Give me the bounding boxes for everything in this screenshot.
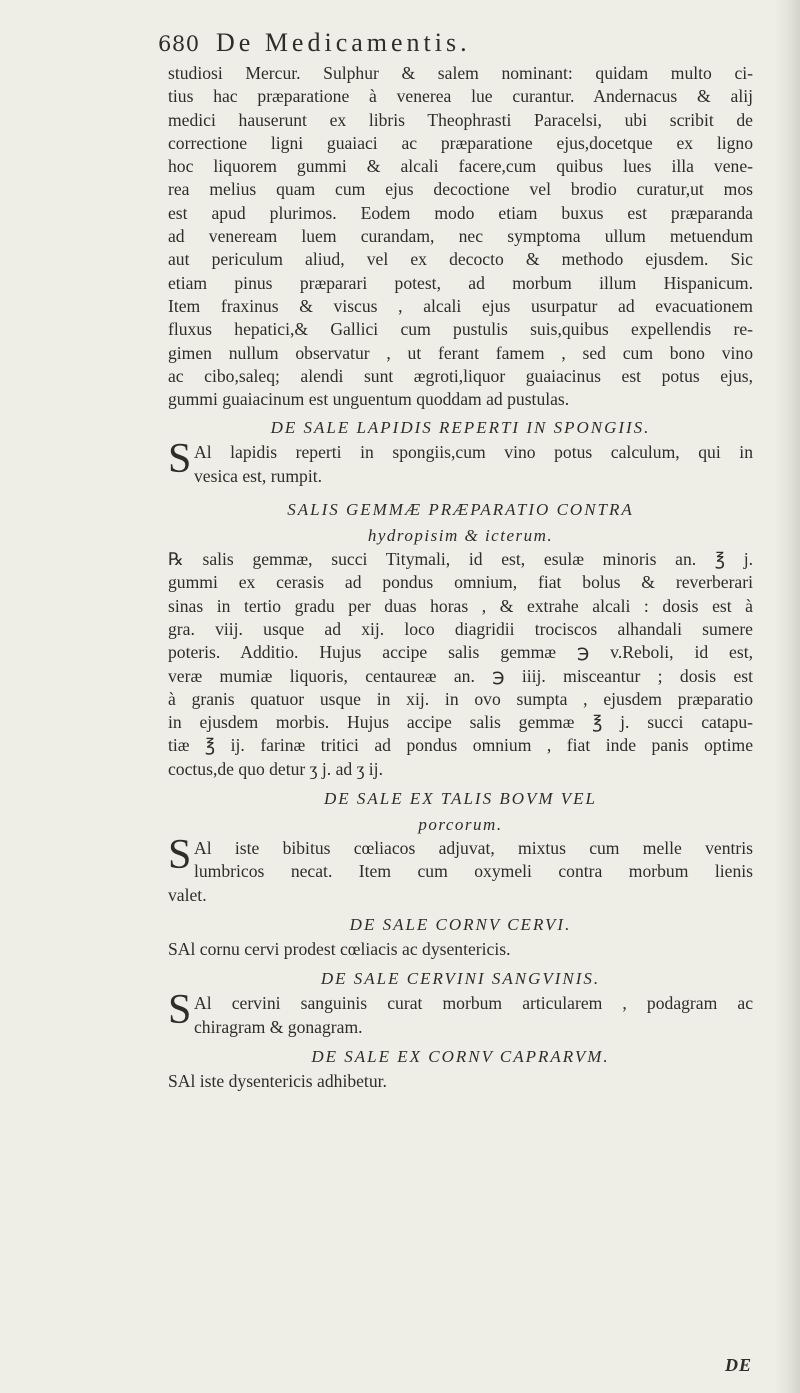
text-line: SAl iste dysentericis adhibetur. — [168, 1070, 387, 1091]
folio-number: 680 — [158, 32, 200, 56]
text-line: valet. — [168, 884, 207, 905]
text-line: coctus,de quo detur ʒ j. ad ʒ ij. — [168, 758, 383, 779]
text-line: gummi ex cerasis ad pondus omnium, fiat bolus & reverberari — [168, 572, 753, 593]
heading-sale-ex-talis: DE SALE EX TALIS BOVM VEL — [323, 789, 598, 809]
text-line: etiam pinus præparari potest, ad morbum illum Hispanicum. — [168, 272, 753, 293]
text-line-content: Al iste bibitus cœliacos adjuvat, mixtus cum melle ventris — [194, 838, 753, 859]
paragraph-6 — [168, 987, 753, 1039]
text-line: lumbricos necat. Item cum oxymeli contra morbum lienis — [194, 861, 753, 882]
text-line: poteris. Additio. Hujus accipe salis gemmæ ℈ v.Reboli, id est, — [168, 642, 753, 663]
text-line: ℞ salis gemmæ, succi Titymali, id est, esulæ minoris an. ℥ j. — [168, 549, 753, 570]
heading-salis-gemmae-sub: hydropisim & icterum. — [367, 526, 554, 546]
text-line: medici hauserunt ex libris Theophrasti Paracelsi, ubi scribit de — [168, 109, 753, 130]
paragraph-2 — [168, 436, 753, 488]
text-line: in ejusdem morbis. Hujus accipe salis gemmæ ℥ j. succi catapu- — [168, 712, 753, 733]
paragraph-3 — [168, 548, 753, 781]
running-head: De Medicamentis. — [216, 28, 471, 57]
text-line: gimen nullum observatur , ut ferant famem , sed cum bono vino — [168, 342, 753, 363]
text-line: SAl cornu cervi prodest cœliacis ac dysentericis. — [168, 938, 511, 959]
drop-cap: S — [168, 436, 192, 483]
text-line: est apud plurimos. Eodem modo etiam buxus est præparanda — [168, 202, 753, 223]
text-line: tiæ ℥ ij. farinæ tritici ad pondus omnium , fiat inde panis optime — [168, 735, 753, 756]
drop-cap: S — [168, 987, 192, 1034]
page-header — [158, 28, 678, 62]
text-line: vesica est, rumpit. — [194, 465, 323, 486]
text-line: studiosi Mercur. Sulphur & salem nominant: quidam multo ci- — [168, 63, 753, 83]
paragraph-7 — [168, 1070, 753, 1093]
heading-salis-gemmae: SALIS GEMMÆ PRÆPARATIO CONTRA — [287, 500, 634, 520]
heading-sale-lapidis: DE SALE LAPIDIS REPERTI IN SPONGIIS. — [270, 418, 651, 438]
text-line: gummi guaiacinum est unguentum quoddam ad pustulas. — [168, 389, 570, 410]
text-line: aut periculum aliud, vel ex decocto & methodo ejusdem. Sic — [168, 249, 753, 270]
text-line: ad veneream luem curandam, nec symptoma ullum metuendum — [168, 226, 753, 247]
text-line: à granis quatuor usque in xij. in ovo sumpta , ejusdem præparatio — [168, 688, 753, 709]
paragraph-5 — [168, 938, 753, 961]
text-line-content: Al lapidis reperti in spongiis,cum vino potus calculum, qui in — [194, 442, 753, 463]
heading-sale-cervini-sanguinis: DE SALE CERVINI SANGVINIS. — [320, 969, 601, 989]
text-line: ac cibo,saleq; alendi sunt ægroti,liquor guaiacinus est potus ejus, — [168, 365, 753, 386]
text-line: hoc liquorem gummi & alcali facere,cum quibus lues illa vene- — [168, 156, 753, 177]
heading-sale-cornu-cervi: DE SALE CORNV CERVI. — [349, 914, 572, 934]
text-line: rea melius quam cum ejus decoctione vel brodio curatur,ut mos — [168, 179, 753, 200]
text-line: sinas in tertio gradu per duas horas , & extrahe alcali : dosis est à — [168, 595, 753, 616]
text-line-content: Al cervini sanguinis curat morbum articularem , podagram ac — [194, 993, 753, 1014]
heading-sale-ex-talis-sub: porcorum. — [418, 815, 503, 835]
text-line: correctione ligni guaiaci ac præparatione ejus,docetque ex ligno — [168, 132, 753, 153]
catchword: DE — [724, 1355, 752, 1375]
text-line: Item fraxinus & viscus , alcali ejus usurpatur ad evacuationem — [168, 295, 753, 316]
text-line: tius hac præparatione à venerea lue curantur. Andernacus & alij — [168, 86, 753, 107]
drop-cap: S — [168, 832, 192, 879]
text-line: fluxus hepatici,& Gallici cum pustulis suis,quibus expellendis re- — [168, 319, 753, 340]
text-line: gra. viij. usque ad xij. loco diagridii trociscos alhandali sumere — [168, 618, 753, 639]
text-line: chiragram & gonagram. — [194, 1016, 363, 1037]
main-text — [168, 62, 753, 1093]
paragraph-4 — [168, 832, 753, 907]
text-line: veræ mumiæ liquoris, centaureæ an. ℈ iiij. misceantur ; dosis est — [168, 665, 753, 686]
page-edge-shadow — [774, 0, 800, 1393]
heading-sale-ex-cornu-caprarum: DE SALE EX CORNV CAPRARVM. — [311, 1046, 610, 1066]
paragraph-1 — [168, 62, 753, 411]
